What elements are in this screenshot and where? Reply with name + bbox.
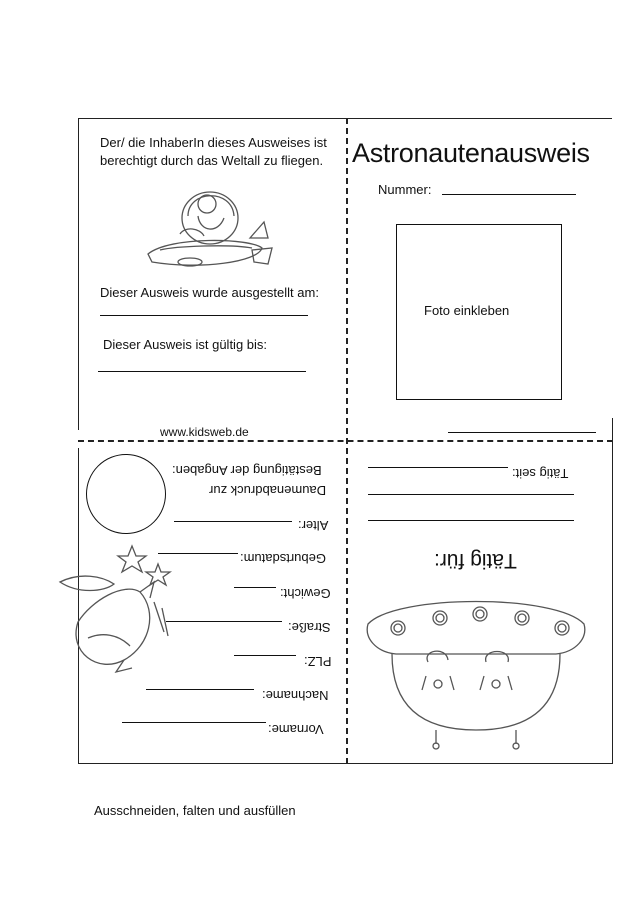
holder-text-line1: Der/ die InhaberIn dieses Ausweises ist bbox=[100, 135, 327, 150]
confirm-label-line2: Daumenabdruck zur bbox=[209, 483, 327, 498]
cut-gap bbox=[76, 430, 82, 448]
website-link[interactable]: www.kidsweb.de bbox=[160, 425, 249, 439]
lastname-field[interactable] bbox=[146, 689, 254, 690]
valid-label: Dieser Ausweis ist gültig bis: bbox=[103, 337, 268, 352]
issued-date-field[interactable] bbox=[100, 315, 308, 316]
issued-label: Dieser Ausweis wurde ausgestellt am: bbox=[100, 285, 319, 300]
holder-text-line2: berechtigt durch das Weltall zu fliegen. bbox=[100, 153, 324, 168]
firstname-field[interactable] bbox=[122, 722, 266, 723]
signature-field[interactable] bbox=[448, 432, 596, 433]
active-since-field[interactable] bbox=[368, 467, 508, 468]
cut-gap bbox=[612, 118, 618, 418]
active-for-line[interactable] bbox=[368, 520, 574, 521]
street-label: Straße: bbox=[288, 620, 331, 635]
weight-field[interactable] bbox=[234, 587, 276, 588]
firstname-label: Vorname: bbox=[268, 722, 324, 737]
birthdate-label: Geburtsdatum: bbox=[240, 551, 326, 566]
ufo-aliens-illustration bbox=[356, 580, 596, 756]
photo-label: Foto einkleben bbox=[424, 303, 510, 318]
rocket-astronaut-illustration bbox=[140, 178, 280, 278]
age-label: Alter: bbox=[298, 518, 329, 533]
number-label: Nummer: bbox=[378, 182, 432, 197]
card-title: Astronautenausweis bbox=[352, 138, 590, 168]
zip-field[interactable] bbox=[234, 655, 296, 656]
lastname-label: Nachname: bbox=[262, 688, 329, 703]
active-since-extra-line[interactable] bbox=[368, 494, 574, 495]
confirm-label-line1: Bestätigung der Angaben: bbox=[172, 463, 322, 478]
fold-line-horizontal bbox=[78, 440, 613, 442]
age-field[interactable] bbox=[174, 521, 292, 522]
weight-label: Gewicht: bbox=[280, 586, 331, 601]
thumbprint-circle bbox=[86, 454, 166, 534]
valid-date-field[interactable] bbox=[98, 371, 306, 372]
number-field[interactable] bbox=[442, 194, 576, 195]
instruction-text: Ausschneiden, falten und ausfüllen bbox=[94, 803, 296, 818]
zip-label: PLZ: bbox=[304, 654, 332, 669]
active-since-label: Tätig seit: bbox=[512, 466, 569, 481]
rocket-stars-illustration bbox=[58, 542, 188, 682]
active-for-label: Tätig für: bbox=[434, 549, 517, 572]
